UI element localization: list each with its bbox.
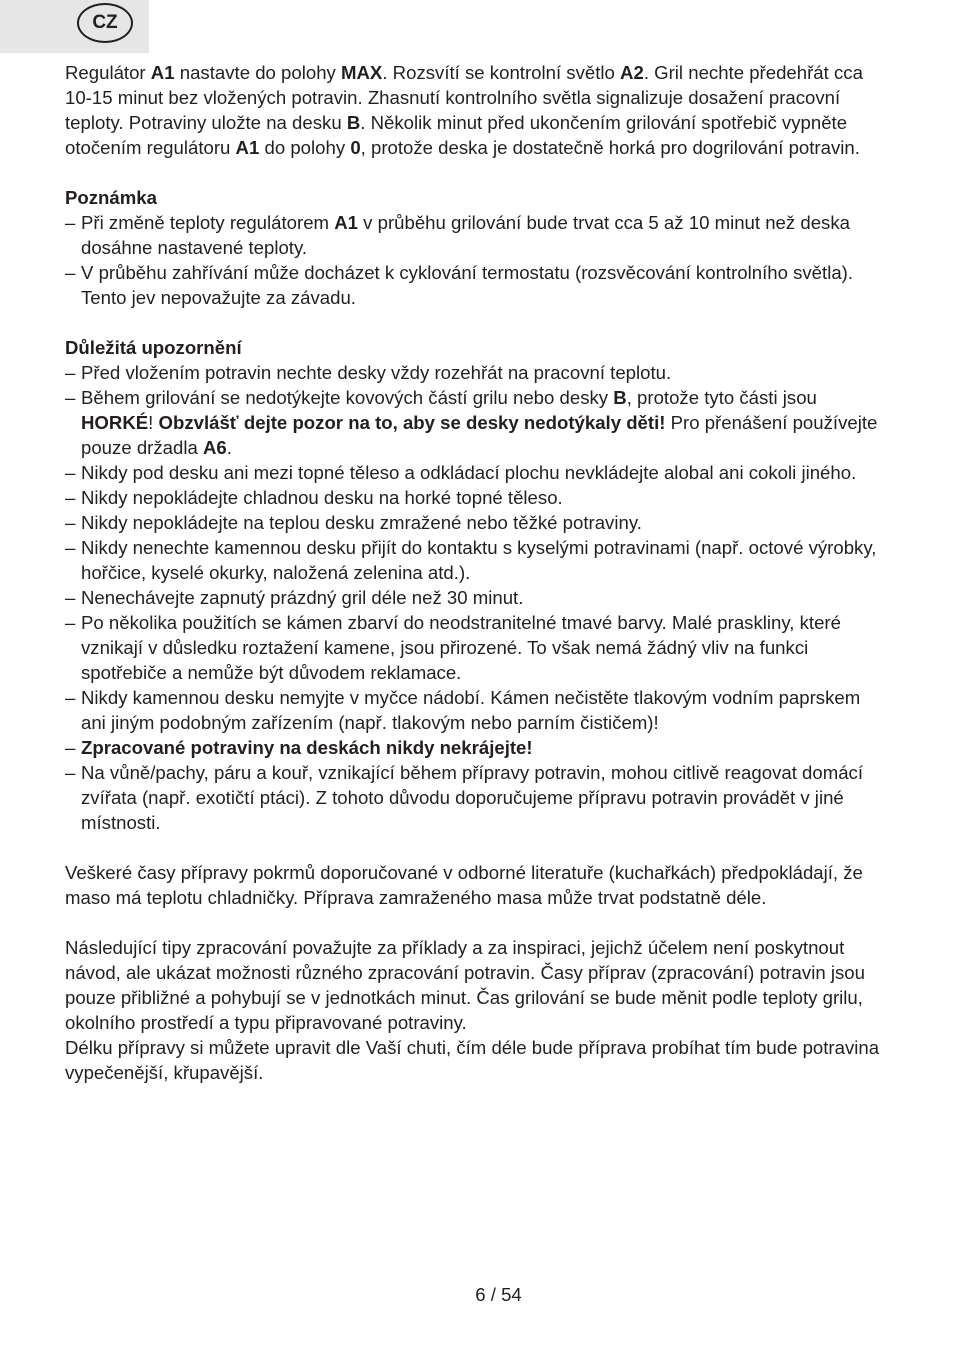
list-item: – Nikdy nenechte kamennou desku přijít do kontaktu s kyselými potravinami (např. octové výrobky, hořčice, kyselé okurky, naložená zelenina atd.). [65,537,877,583]
dash-bullet: – [65,487,76,508]
dash-bullet: – [65,687,76,708]
list-item: – Na vůně/pachy, páru a kouř, vznikající během přípravy potravin, mohou citlivě reagovat domácí zvířata (např. exotičtí ptáci). Z tohoto důvodu doporučujeme přípravu potravin provádět v jiné místnosti. [65,762,864,833]
length-paragraph: Délku přípravy si můžete upravit dle Vaší chuti, čím déle bude příprava probíhat tím bude potravina vypečenější, křupavější. [65,1037,880,1083]
list-item: – Zpracované potraviny na deskách nikdy nekrájejte! [65,737,533,758]
dash-bullet: – [65,537,76,558]
spacer [65,310,890,335]
dash-bullet: – [65,587,76,608]
tips-paragraph: Následující tipy zpracování považujte za příklady a za inspiraci, jejichž účelem není poskytnout návod, ale ukázat možnosti různého zpracování potravin. Časy příprav (zpracování) potravin jsou pouze přibližné a pohybují se v jednotkách minut. Čas grilování se bude měnit podle teploty grilu, okolního prostředí a typu připravované potraviny. [65,937,865,1033]
list-item: – Nikdy nepokládejte na teplou desku zmražené nebo těžké potraviny. [65,512,642,533]
dash-bullet: – [65,737,76,758]
list-item: – Během grilování se nedotýkejte kovových částí grilu nebo desky B, protože tyto části jsou HORKÉ! Obzvlášť dejte pozor na to, aby se desky nedotýkaly děti! Pro přenášení používejte pouze držadla A6. [65,387,878,458]
dash-bullet: – [65,612,76,633]
manual-page-content [65,60,890,1085]
dash-bullet: – [65,512,76,533]
note-heading: Poznámka [65,187,157,208]
dash-bullet: – [65,762,76,783]
list-item: – Nikdy kamennou desku nemyjte v myčce nádobí. Kámen nečistěte tlakovým vodním paprskem ani jiným podobným zařízením (např. tlakovým nebo parním čističem)! [65,687,861,733]
list-item: – V průběhu zahřívání může docházet k cyklování termostatu (rozsvěcování kontrolního světla). Tento jev nepovažujte za závadu. [65,262,854,308]
dash-bullet: – [65,462,76,483]
warnings-list [65,360,890,835]
dash-bullet: – [65,212,76,233]
dash-bullet: – [65,262,76,283]
warnings-heading: Důležitá upozornění [65,337,242,358]
page-number: 6 / 54 [475,1284,522,1305]
spacer [65,910,890,935]
list-item: – Po několika použitích se kámen zbarví do neodstranitelné tmavé barvy. Malé praskliny, které vznikají v důsledku roztažení kamene, jsou přirozené. To však nemá žádný vliv na funkci spotřebiče a nemůže být důvodem reklamace. [65,612,841,683]
intro-paragraph: Regulátor A1 nastavte do polohy MAX. Rozsvítí se kontrolní světlo A2. Gril nechte předehřát cca 10-15 minut bez vložených potravin. Zhasnutí kontrolního světla signalizuje dosažení pracovní teploty. Potraviny uložte na desku B. Několik minut před ukončením grilování spotřebič vypněte otočením regulátoru A1 do polohy 0, protože deska je dostatečně horká pro dogrilování potravin. [65,62,863,158]
list-item: – Nikdy nepokládejte chladnou desku na horké topné těleso. [65,487,563,508]
list-item: – Při změně teploty regulátorem A1 v průběhu grilování bude trvat cca 5 až 10 minut než deska dosáhne nastavené teploty. [65,212,850,258]
language-tab [0,0,149,53]
note-list [65,210,890,310]
dash-bullet: – [65,362,76,383]
language-badge: CZ [77,3,133,43]
list-item: – Nikdy pod desku ani mezi topné těleso a odkládací plochu nevkládejte alobal ani cokoli jiného. [65,462,857,483]
times-paragraph: Veškeré časy přípravy pokrmů doporučované v odborné literatuře (kuchařkách) předpokládají, že maso má teplotu chladničky. Příprava zamraženého masa může trvat podstatně déle. [65,862,863,908]
dash-bullet: – [65,387,76,408]
spacer [65,160,890,185]
spacer [65,835,890,860]
list-item: – Nenechávejte zapnutý prázdný gril déle než 30 minut. [65,587,524,608]
list-item: – Před vložením potravin nechte desky vždy rozehřát na pracovní teplotu. [65,362,672,383]
